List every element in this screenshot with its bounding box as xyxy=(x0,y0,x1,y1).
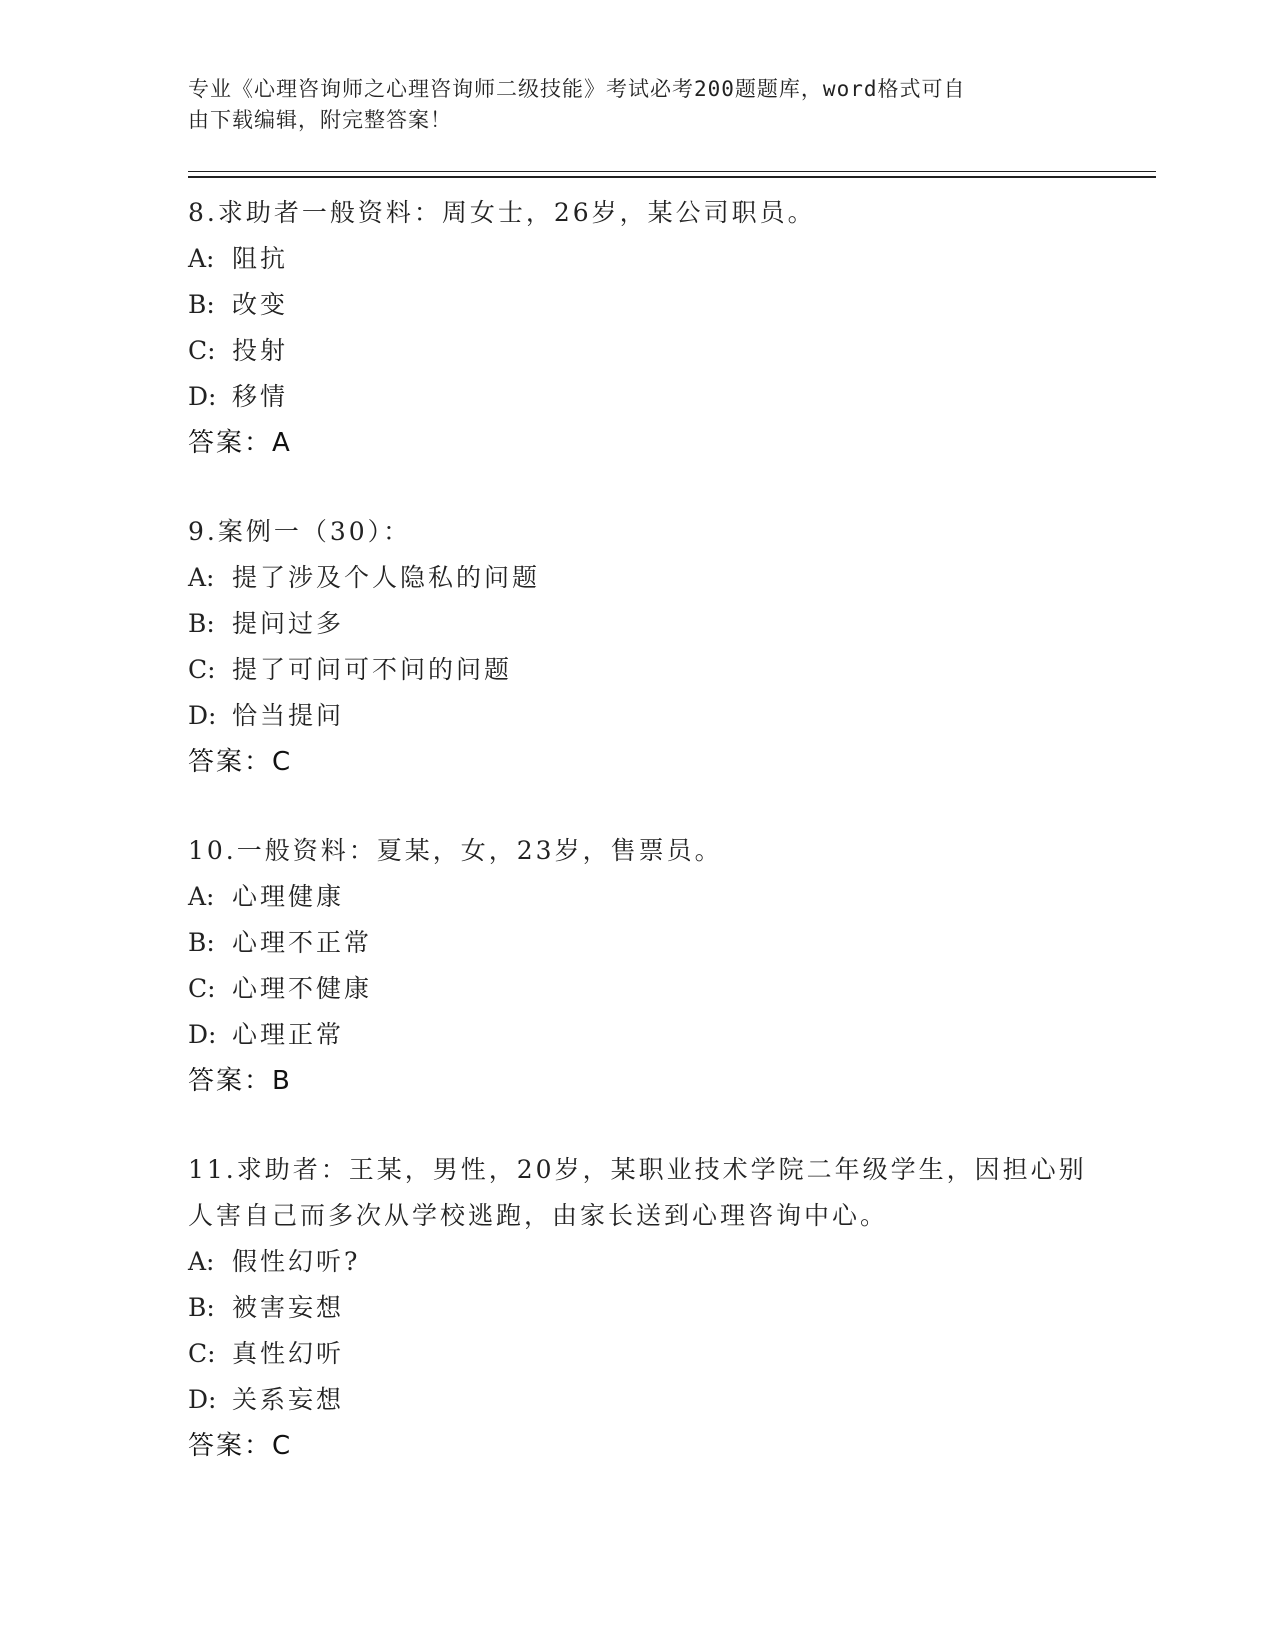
option-d xyxy=(188,693,1088,739)
option-b xyxy=(188,920,1088,966)
option-text: 关系妄想 xyxy=(232,1385,345,1414)
question-number: 10. xyxy=(188,836,237,865)
option-c xyxy=(188,966,1088,1012)
answer-value: C xyxy=(272,1431,293,1461)
option-key: A: xyxy=(188,882,215,911)
option-a xyxy=(188,236,1088,282)
answer-line xyxy=(188,420,1088,466)
question-text: 求助者：王某，男性，20岁，某职业技术学院二年级学生，因担心别人害自己而多次从学校逃跑，由家长送到心理咨询中心。 xyxy=(188,1155,1087,1230)
answer-value: C xyxy=(272,747,293,777)
option-text: 真性幻听 xyxy=(232,1339,345,1368)
option-text: 假性幻听? xyxy=(232,1247,361,1276)
header-divider-bottom xyxy=(188,176,1156,178)
option-text: 心理不健康 xyxy=(232,974,373,1003)
option-key: D: xyxy=(188,1385,217,1414)
option-text: 提了涉及个人隐私的问题 xyxy=(232,563,541,592)
option-text: 提了可问可不问的问题 xyxy=(232,655,513,684)
option-key: C: xyxy=(188,336,216,365)
question-stem xyxy=(188,1147,1088,1239)
option-key: B: xyxy=(188,928,215,957)
option-key: D: xyxy=(188,1020,217,1049)
question-list xyxy=(188,190,1088,1512)
header-divider-top xyxy=(188,171,1156,172)
option-b xyxy=(188,1285,1088,1331)
option-text: 提问过多 xyxy=(232,609,345,638)
answer-label: 答案： xyxy=(188,1431,273,1461)
option-key: A: xyxy=(188,563,215,592)
option-c xyxy=(188,328,1088,374)
header-title-line-2: 由下载编辑，附完整答案！ xyxy=(188,108,452,132)
option-text: 阻抗 xyxy=(232,244,289,273)
option-text: 恰当提问 xyxy=(232,701,345,730)
option-text: 被害妄想 xyxy=(232,1293,345,1322)
option-key: D: xyxy=(188,382,217,411)
option-key: A: xyxy=(188,1247,215,1276)
option-d xyxy=(188,1012,1088,1058)
option-a xyxy=(188,1239,1088,1285)
option-text: 移情 xyxy=(232,382,289,411)
answer-line xyxy=(188,1058,1088,1104)
option-text: 心理健康 xyxy=(232,882,345,911)
answer-label: 答案： xyxy=(188,428,273,458)
header-title-line-1: 专业《心理咨询师之心理咨询师二级技能》考试必考200题题库，word格式可自 xyxy=(188,77,966,101)
option-text: 投射 xyxy=(232,336,289,365)
option-text: 心理不正常 xyxy=(232,928,373,957)
option-text: 心理正常 xyxy=(232,1020,345,1049)
question-9 xyxy=(188,509,1088,785)
question-number: 11. xyxy=(188,1155,237,1184)
option-a xyxy=(188,874,1088,920)
option-d xyxy=(188,374,1088,420)
option-c xyxy=(188,647,1088,693)
option-key: C: xyxy=(188,974,216,1003)
question-10 xyxy=(188,828,1088,1104)
option-b xyxy=(188,601,1088,647)
option-key: A: xyxy=(188,244,215,273)
answer-line xyxy=(188,739,1088,785)
option-d xyxy=(188,1377,1088,1423)
option-key: C: xyxy=(188,655,216,684)
answer-label: 答案： xyxy=(188,747,273,777)
option-key: B: xyxy=(188,1293,215,1322)
question-stem xyxy=(188,828,1088,874)
answer-line xyxy=(188,1423,1088,1469)
option-key: D: xyxy=(188,701,217,730)
answer-value: A xyxy=(272,428,292,458)
question-text: 求助者一般资料：周女士，26岁，某公司职员。 xyxy=(217,198,816,227)
question-stem xyxy=(188,509,1088,555)
question-number: 8. xyxy=(188,198,218,227)
question-number: 9. xyxy=(188,517,218,546)
question-11 xyxy=(188,1147,1088,1469)
question-stem xyxy=(188,190,1088,236)
option-a xyxy=(188,555,1088,601)
answer-value: B xyxy=(272,1066,292,1096)
option-text: 改变 xyxy=(232,290,289,319)
option-key: C: xyxy=(188,1339,216,1368)
question-text: 案例一（30）： xyxy=(217,517,412,546)
option-key: B: xyxy=(188,290,215,319)
document-header xyxy=(188,74,1078,136)
option-b xyxy=(188,282,1088,328)
question-8 xyxy=(188,190,1088,466)
option-c xyxy=(188,1331,1088,1377)
question-text: 一般资料：夏某，女，23岁，售票员。 xyxy=(236,836,723,865)
option-key: B: xyxy=(188,609,215,638)
answer-label: 答案： xyxy=(188,1066,273,1096)
